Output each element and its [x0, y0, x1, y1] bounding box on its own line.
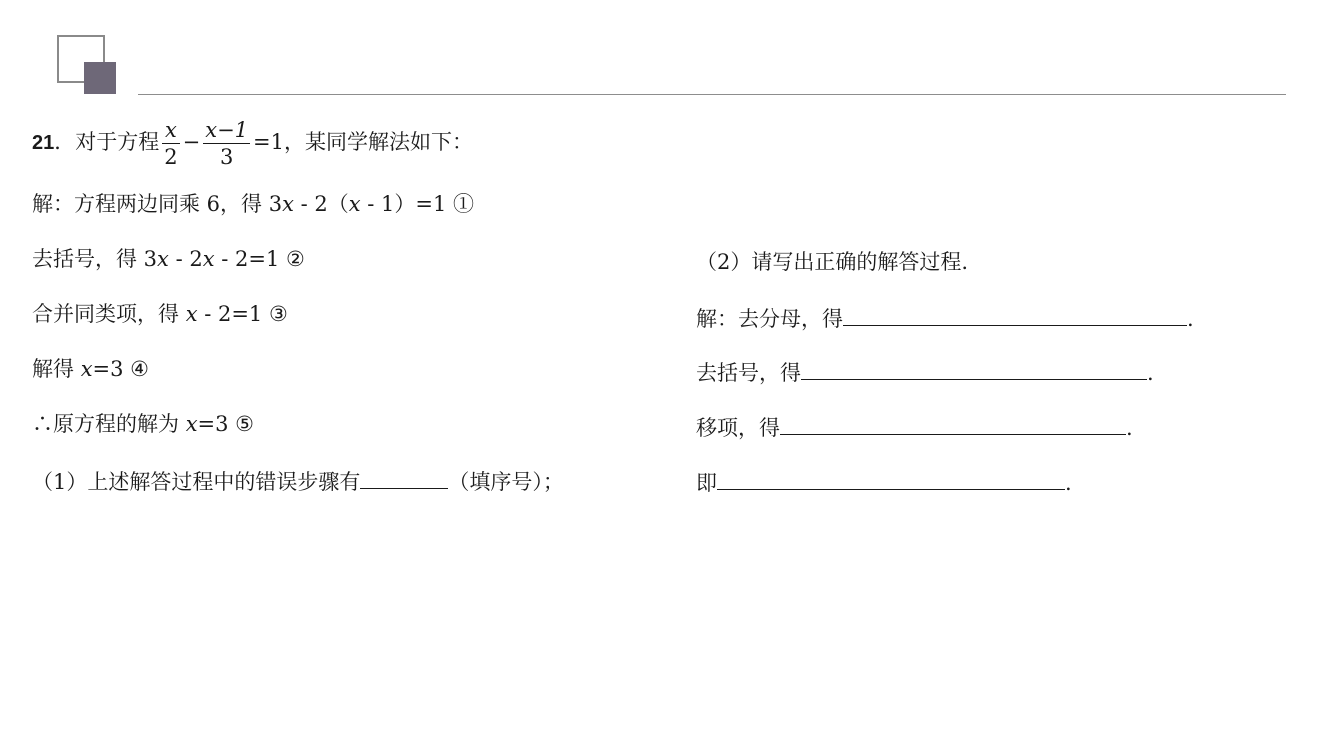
variable-x: x — [185, 302, 198, 326]
solution-step-4 — [32, 355, 149, 383]
step-text: - 2=1 ② — [214, 247, 305, 271]
variable-x: x — [348, 192, 361, 216]
variable-x: x — [202, 247, 215, 271]
part1-prefix: （1）上述解答过程中的错误步骤有 — [32, 470, 361, 494]
step-text: =3 ⑤ — [197, 412, 254, 436]
step-text: ∴原方程的解为 — [32, 412, 186, 436]
step-text: 去括号，得 3 — [32, 247, 158, 271]
header-divider — [138, 94, 1286, 95]
part2-title — [696, 248, 968, 276]
step-text: 解：方程两边同乘 6，得 3 — [32, 192, 283, 216]
solution-step-3 — [32, 300, 288, 328]
part2-answer-blank-4[interactable] — [717, 467, 1065, 490]
period: . — [1065, 471, 1072, 495]
part1-answer-blank[interactable] — [360, 466, 448, 489]
period: . — [1187, 307, 1194, 331]
fraction-x-minus-1-over-3 — [203, 117, 250, 170]
minus-sign: − — [182, 130, 201, 154]
solution-step-1 — [32, 190, 474, 218]
part2-line-label: 去括号，得 — [696, 361, 801, 385]
step-text: - 2（ — [293, 192, 349, 216]
part2-title-text: （2）请写出正确的解答过程. — [696, 250, 969, 274]
step-text: 合并同类项，得 — [32, 302, 186, 326]
part1-question — [32, 466, 564, 496]
variable-x: x — [185, 412, 198, 436]
intro-suffix: ，某同学解法如下： — [284, 130, 474, 154]
solution-step-2 — [32, 245, 305, 273]
part2-line-label: 解：去分母，得 — [696, 307, 843, 331]
part2-line-2 — [696, 357, 1154, 387]
variable-x: x — [80, 357, 93, 381]
solution-step-5 — [32, 410, 254, 438]
part2-answer-blank-2[interactable] — [801, 357, 1147, 380]
step-text: - 1）=1 ① — [360, 192, 475, 216]
step-text: =3 ④ — [92, 357, 149, 381]
problem-statement — [32, 112, 473, 173]
part2-answer-blank-3[interactable] — [780, 412, 1126, 435]
equals-rhs: =1 — [253, 130, 285, 154]
logo-square-inner — [84, 62, 116, 94]
part2-line-3 — [696, 412, 1133, 442]
part2-line-1 — [696, 303, 1194, 333]
step-text: 解得 — [32, 357, 81, 381]
part2-line-label: 即 — [696, 471, 717, 495]
part2-answer-blank-1[interactable] — [843, 303, 1187, 326]
fraction-numerator: x — [165, 118, 177, 142]
part1-suffix: （填序号）； — [448, 470, 564, 494]
part2-line-label: 移项，得 — [696, 416, 780, 440]
fraction-x-over-2 — [162, 117, 179, 170]
question-number: 21 — [32, 132, 55, 154]
period: . — [1147, 361, 1154, 385]
part2-line-4 — [696, 467, 1072, 497]
step-text: - 2 — [168, 247, 203, 271]
intro-prefix: ．对于方程 — [54, 130, 160, 154]
variable-x: x — [282, 192, 294, 216]
variable-x: x — [157, 247, 169, 271]
fraction-denominator: 2 — [164, 145, 178, 169]
period: . — [1126, 416, 1133, 440]
step-text: - 2=1 ③ — [197, 302, 288, 326]
fraction-numerator: x−1 — [205, 118, 249, 142]
fraction-denominator: 3 — [219, 145, 234, 169]
